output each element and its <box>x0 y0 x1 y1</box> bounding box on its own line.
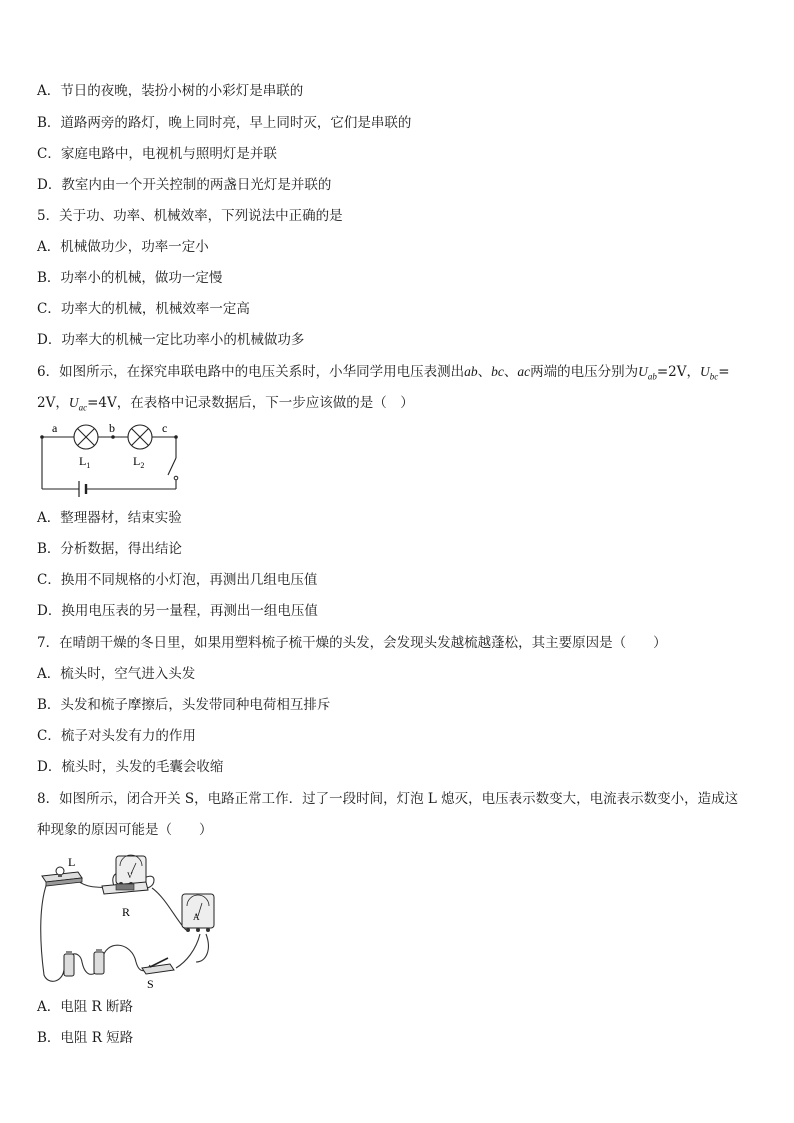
label-l1: $L_1$ <box>79 454 91 470</box>
q4-option-a: A．节日的夜晚，装扮小树的小彩灯是串联的 <box>37 83 304 99</box>
batteries <box>64 949 104 976</box>
q8-circuit-illustration <box>36 850 226 990</box>
q7-option-d: D．梳头时，头发的毛囊会收缩 <box>37 759 224 775</box>
ammeter-label: A <box>193 912 200 922</box>
switch <box>142 958 174 974</box>
q7-stem: 7．在晴朗干燥的冬日里，如果用塑料梳子梳干燥的头发，会发现头发越梳越蓬松，其主要原因是（ ） <box>37 635 667 651</box>
label-a: a <box>52 421 58 435</box>
q6-option-a: A．整理器材，结束实验 <box>37 510 182 526</box>
q6-option-d: D．换用电压表的另一量程，再测出一组电压值 <box>37 603 318 619</box>
q5-option-c: C．功率大的机械，机械效率一定高 <box>37 301 250 317</box>
q5-stem: 5．关于功、功率、机械效率，下列说法中正确的是 <box>37 208 343 224</box>
q4-option-d: D．教室内由一个开关控制的两盏日光灯是并联的 <box>37 177 332 193</box>
q8-option-a: A．电阻 R 断路 <box>37 999 133 1015</box>
q6-option-c: C．换用不同规格的小灯泡，再测出几组电压值 <box>37 572 318 588</box>
q7-option-b: B．头发和梳子摩擦后，头发带同种电荷相互排斥 <box>37 697 331 713</box>
q6-option-b: B．分析数据，得出结论 <box>37 541 182 557</box>
label-lamp: L <box>68 855 76 869</box>
label-b: b <box>109 421 115 435</box>
resistor <box>102 882 148 894</box>
q4-option-c: C．家庭电路中，电视机与照明灯是并联 <box>37 146 277 162</box>
label-c: c <box>162 421 168 435</box>
q5-option-d: D．功率大的机械一定比功率小的机械做功多 <box>37 332 305 348</box>
q6-circuit-diagram <box>36 420 196 500</box>
lamp-board <box>42 867 82 886</box>
voltmeter-label: V <box>127 871 133 880</box>
voltmeter <box>116 855 146 886</box>
q7-option-a: A．梳头时，空气进入头发 <box>37 666 196 682</box>
q7-option-c: C．梳子对头发有力的作用 <box>37 728 196 744</box>
label-switch: S <box>147 977 154 990</box>
label-l2: $L_2$ <box>133 454 145 470</box>
q8-option-b: B．电阻 R 短路 <box>37 1030 134 1046</box>
q5-option-a: A．机械做功少，功率一定小 <box>37 239 209 255</box>
q4-option-b: B．道路两旁的路灯，晚上同时亮，早上同时灭，它们是串联的 <box>37 115 412 131</box>
q8-stem-line1: 8．如图所示，闭合开关 S，电路正常工作．过了一段时间，灯泡 L 熄灭，电压表示数变大，电流表示数变小，造成这 <box>37 791 739 807</box>
label-resistor: R <box>122 905 131 919</box>
q5-option-b: B．功率小的机械，做功一定慢 <box>37 270 223 286</box>
ammeter <box>182 894 214 932</box>
q6-stem-line1: 6．如图所示，在探究串联电路中的电压关系时，小华同学用电压表测出ab、bc、ac两端的电压分别为$U_{ab}=2V$，$U_{bc}=$ <box>37 364 730 382</box>
q6-stem-line2: 2V，$U_{ac}=4V$，在表格中记录数据后，下一步应该做的是（ ） <box>37 395 414 413</box>
q8-stem-line2: 种现象的原因可能是（ ） <box>37 822 213 838</box>
